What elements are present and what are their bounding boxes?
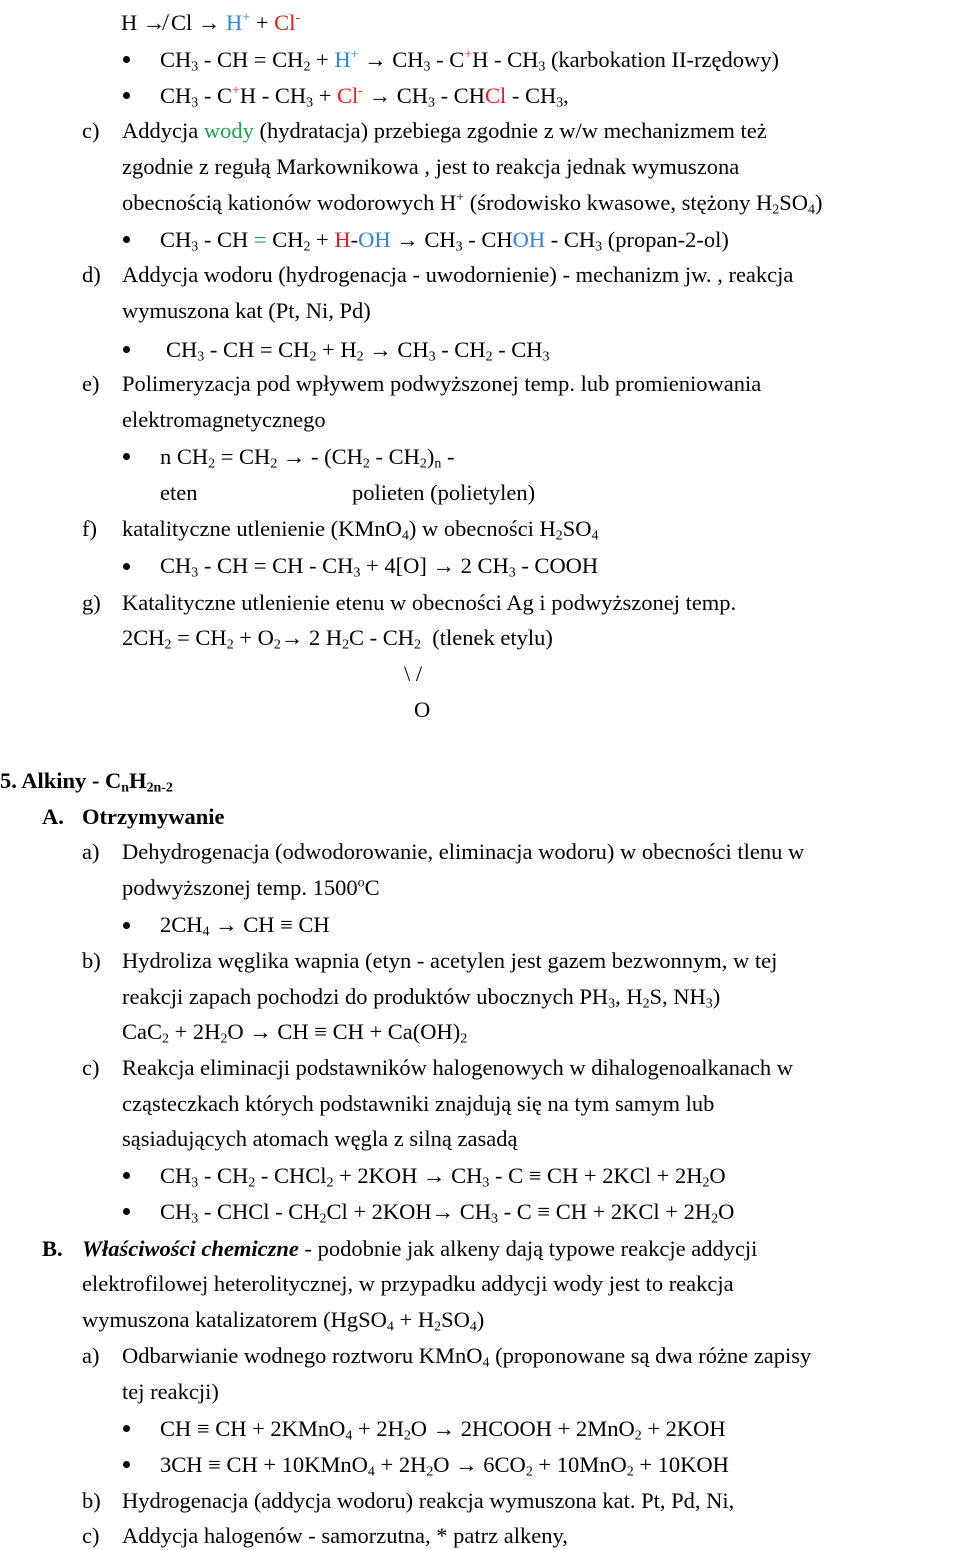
ring-bonds: \ / — [404, 661, 423, 686]
paragraph-line: Polimeryzacja pod wpływem podwyższonej temp. lub promieniowania — [122, 371, 762, 396]
bullet — [123, 346, 130, 353]
label-polieten: polieten (polietylen) — [352, 480, 536, 505]
paragraph-line: sąsiadujących atomach węgla z silną zasadą — [122, 1126, 518, 1151]
subsection-label: B. — [42, 1236, 63, 1261]
paragraph-line: Hydrogenacja (addycja wodoru) reakcja wymuszona kat. Pt, Pd, Ni, — [122, 1488, 735, 1513]
equation-permanganate-2: 3CH ≡ CH + 10KMnO$_4$ + $2H_2O \to 6CO_2 + 10MnO_2 + 10KOH$ — [160, 1452, 729, 1480]
equation-h-split: H ↛ Cl → H+ + Cl- — [121, 10, 301, 35]
equation-polymerization: n $CH_2 = CH_2$ → - $(CH_2 - CH_2)_n$ - — [160, 444, 455, 472]
bullet — [123, 1208, 130, 1215]
paragraph-line: Addycja wody (hydratacja) przebiega zgodnie z w/w mechanizmem też — [122, 118, 767, 143]
bullet — [123, 453, 130, 460]
ring-oxygen: O — [414, 697, 431, 722]
paragraph-line: tej reakcji) — [122, 1379, 219, 1404]
subsection-title: Właściwości chemiczne — [82, 1236, 299, 1261]
equation-hydration: $CH_3$ - CH = $CH_2 + H-OH \to CH_3$ - CHOH - $CH_3$ (propan-2-ol) — [160, 227, 729, 255]
paragraph-line: reakcji zapach pochodzi do produktów ubocznych $PH_3$, $H_2S$, $NH_3$) — [122, 984, 721, 1012]
paragraph-line: Dehydrogenacja (odwodorowanie, eliminacja wodoru) w obecności tlenu w — [122, 839, 805, 864]
bullet — [123, 1172, 130, 1179]
list-marker: d) — [82, 262, 101, 287]
list-marker: c) — [82, 1055, 100, 1080]
intro-text: - podobnie jak alkeny dają typowe reakcje addycji — [304, 1236, 758, 1261]
equation-oxidation: $CH_3$ - CH = CH - $CH_3 + 4[O] \to 2$ $CH_3$ - COOH — [160, 553, 599, 581]
bullet — [123, 92, 130, 99]
equation-elimination-2: $CH_3$ - CHCl - $CH_2Cl + 2KOH\to CH_3 - C$ ≡ CH + $2KCl + 2H_2O$ — [160, 1199, 735, 1227]
list-marker: e) — [82, 371, 100, 396]
paragraph-line: zgodnie z regułą Markownikowa , jest to reakcja jednak wymuszona — [122, 154, 740, 179]
list-marker: f) — [82, 516, 97, 541]
subsection-title: Otrzymywanie — [82, 804, 225, 829]
paragraph-line: Odbarwianie wodnego roztworu KMnO$_4$ (proponowane są dwa różne zapisy — [122, 1343, 812, 1371]
equation-permanganate-1: CH ≡ CH + 2KMnO$_4$ + $2H_2O$ → 2HCOOH + 2MnO$_2$ + 2KOH — [160, 1416, 726, 1444]
paragraph-line: elektrofilowej heterolitycznej, w przypadku addycji wody jest to reakcja — [82, 1271, 734, 1296]
bullet — [123, 922, 130, 929]
paragraph-line: Addycja halogenów - samorzutna, * patrz alkeny, — [122, 1523, 568, 1548]
equation-elimination-1: $CH_3 - CH_2$ - CHCl$_2$ + $2KOH \to CH_3 - C$ ≡ CH + $2KCl + 2H_2O$ — [160, 1163, 726, 1191]
list-marker: c) — [82, 1523, 100, 1548]
label-eten: eten — [160, 480, 198, 505]
paragraph-line: cząsteczkach których podstawniki znajdują się na tym samym lub — [122, 1091, 715, 1116]
paragraph-line: podwyższonej temp. 1500$^o$C — [122, 875, 380, 900]
list-marker: g) — [82, 590, 101, 615]
paragraph-line: katalityczne utlenienie (KMnO$_4$) w obecności $H_2SO_4$ — [122, 516, 599, 544]
section-heading: 5. Alkiny - $C_nH_{2n-2}$ — [0, 768, 173, 796]
paragraph-line: obecnością kationów wodorowych H+ (środowisko kwasowe, stężony $H_2SO_4$) — [122, 190, 823, 218]
paragraph-line: elektromagnetycznego — [122, 407, 326, 432]
equation-carbide-hydrolysis: $CaC_2 + 2H_2O$ → CH ≡ CH + $Ca(OH)_2$ — [122, 1019, 468, 1047]
bullet — [123, 1461, 130, 1468]
bullet — [123, 56, 130, 63]
equation-hydrogenation: $CH_3$ - CH = $CH_2 + H_2 \to CH_3 - CH_2 - CH_3$ — [166, 337, 550, 365]
list-marker: b) — [82, 1488, 101, 1513]
paragraph-line: Addycja wodoru (hydrogenacja - uwodornienie) - mechanizm jw. , reakcja — [122, 262, 794, 287]
word-water: wody — [203, 118, 254, 143]
subsection-label: A. — [42, 804, 64, 829]
bullet — [123, 236, 130, 243]
list-marker: a) — [82, 1343, 100, 1368]
paragraph-line: Katalityczne utlenienie etenu w obecności Ag i podwyższonej temp. — [122, 590, 737, 615]
paragraph-line: Hydroliza węglika wapnia (etyn - acetylen jest gazem bezwonnym, w tej — [122, 948, 778, 973]
paragraph-line — [82, 1238, 757, 1261]
equation-ethylene-oxide: $2CH_2 = CH_2 + O_2\to 2$ $H_2C - CH_2$ (tlenek etylu) — [122, 625, 553, 653]
equation-chloride-addition: $CH_3 - C^+H - CH_3 + Cl^- \to CH_3$ - CHCl - $CH_3$, — [160, 83, 569, 111]
equation-dehydrogenation: $2CH_4$ → CH ≡ CH — [160, 912, 330, 940]
list-marker: c) — [82, 118, 100, 143]
list-marker: a) — [82, 839, 100, 864]
paragraph-line: wymuszona kat (Pt, Ni, Pd) — [122, 298, 371, 323]
bullet — [123, 1425, 130, 1432]
list-marker: b) — [82, 948, 101, 973]
bullet — [123, 563, 130, 570]
equation-carbocation: $CH_3$ - CH = $CH_2 + H^+ \to CH_3 - C^+H - CH_3$ (karbokation II-rzędowy) — [160, 47, 779, 75]
paragraph-line: Reakcja eliminacji podstawników halogenowych w dihalogenoalkanach w — [122, 1055, 794, 1080]
paragraph-line: wymuszona katalizatorem (HgSO$_4$ + $H_2SO_4$) — [82, 1307, 485, 1335]
